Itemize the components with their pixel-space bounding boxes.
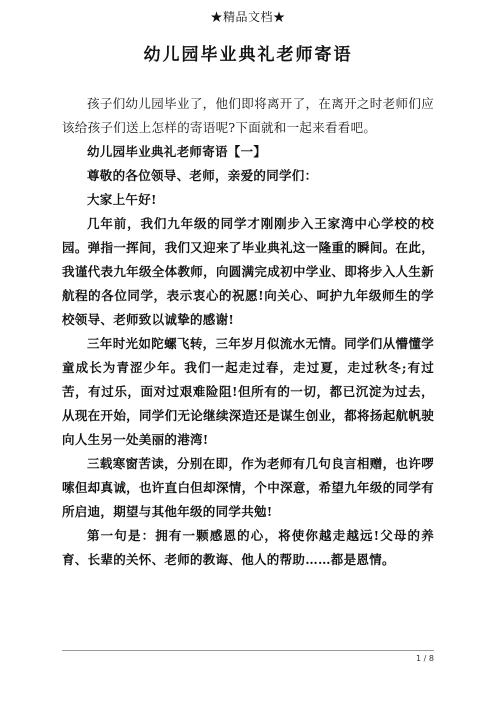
- document-body: [62, 92, 434, 572]
- greeting: 大家上午好!: [87, 192, 157, 207]
- page-number: 1 / 8: [416, 654, 434, 663]
- salutation: 尊敬的各位领导、老师，亲爱的同学们：: [87, 168, 318, 183]
- body-paragraph: 三年时光如陀螺飞转，三年岁月似流水无情。同学们从懵懂学童成长为青涩少年。我们一起走过春，走过夏，走过秋冬;有过苦，有过乐，面对过艰难险阻!但所有的一切，都已沉淀为过去，从现在开始，同学们无论继续深造还是谋生创业，都将扬起航帆驶向人生另一处美丽的港湾!: [62, 336, 434, 447]
- body-paragraph: 三载寒窗苦读，分别在即，作为老师有几句良言相赠，也许啰嗦但却真诚，也许直白但却深情，个中深意，希望九年级的同学有所启迪，期望与其他年级的同学共勉!: [62, 456, 434, 519]
- document-title: 幼儿园毕业典礼老师寄语: [143, 45, 353, 65]
- section-heading: 幼儿园毕业典礼老师寄语【一】: [87, 144, 267, 159]
- body-paragraph: 几年前，我们九年级的同学才刚刚步入王家湾中心学校的校园。弹指一挥间，我们又迎来了毕业典礼这一隆重的瞬间。在此，我谨代表九年级全体教师，向圆满完成初中学业、即将步入人生新航程的各位同学，表示衷心的祝愿!向关心、呵护九年级师生的学校领导、老师致以诚挚的感谢!: [62, 216, 434, 327]
- footer-divider: [62, 650, 434, 651]
- body-paragraph: 第一句是：拥有一颗感恩的心，将使你越走越远!父母的养育、长辈的关怀、老师的教诲、他人的帮助……都是恩情。: [62, 528, 434, 567]
- page-header: ★精品文档★: [210, 10, 286, 24]
- intro-paragraph: 孩子们幼儿园毕业了，他们即将离开了，在离开之时老师们应该给孩子们送上怎样的寄语呢?下面就和一起来看看吧。: [62, 96, 434, 135]
